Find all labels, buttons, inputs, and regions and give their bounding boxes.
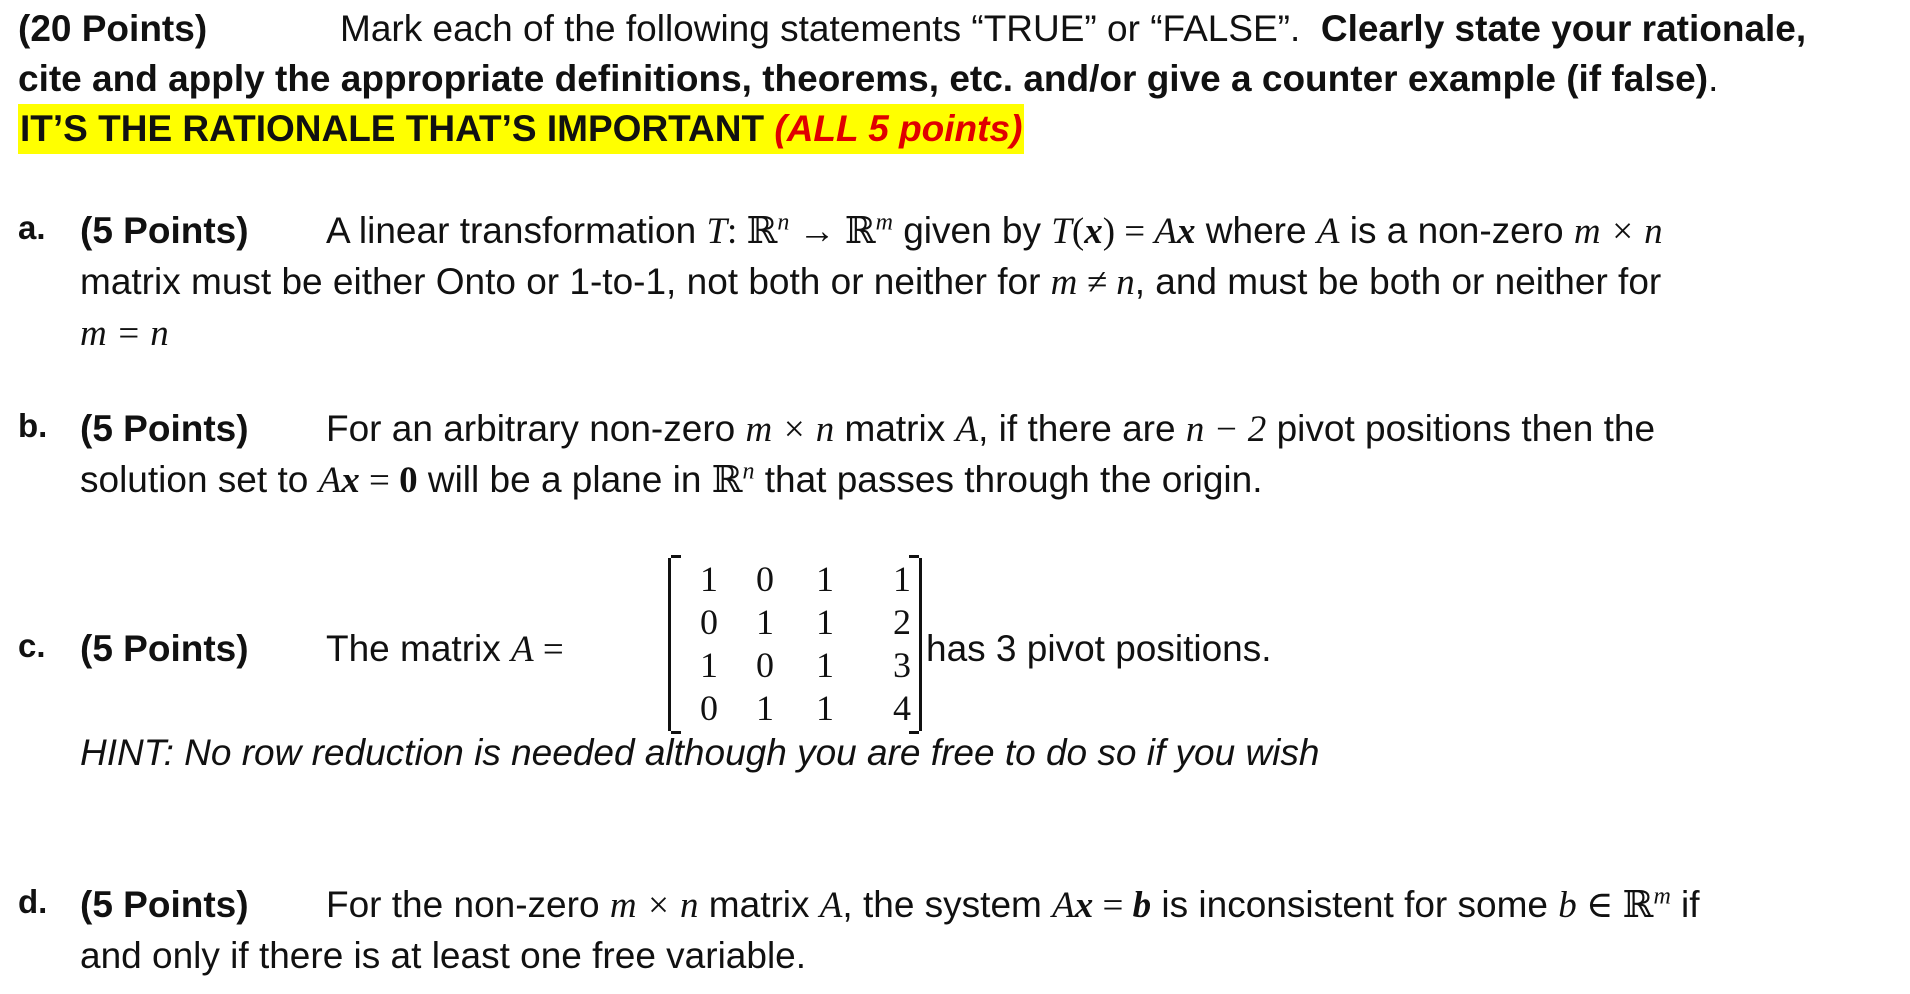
matrix-cell: 1 [893, 559, 911, 599]
matrix-cell: 1 [816, 645, 834, 685]
matrix-cell: 1 [756, 688, 774, 728]
question-letter: a. [18, 209, 46, 246]
question-points: (5 Points) [80, 884, 249, 925]
matrix-a [668, 558, 922, 731]
matrix-cell: 0 [700, 602, 718, 642]
header-rationale-2: cite and apply the appropriate definitions, theorems, etc. and/or give a counter example (if false) [18, 57, 1709, 99]
header: (20 Points) Mark each of the following statements “TRUE” or “FALSE”. Clearly state your rationale, cite and apply the appropriate definitions, theorems, etc. and/or give a counter example (if false). IT’S THE RATIONALE THAT’S IMPORTANT (ALL 5 points) [18, 4, 1806, 154]
question-d: d. (5 Points) For the non-zero m × n matrix A, the system Ax = b is inconsistent for some b ∈ ℝ$^m$ if and only if there is at least one free variable. [18, 880, 1878, 981]
matrix-cell: 2 [893, 602, 911, 642]
matrix-cell: 1 [700, 645, 718, 685]
question-c: c. (5 Points) The matrix A = 1 0 1 1 0 1 1 2 1 0 1 3 0 1 1 4 has 3 pivot positions. HINT: No row reduction is needed although you are free to do so if you wish [18, 558, 1878, 788]
question-points: (5 Points) [80, 628, 249, 669]
matrix-cell: 3 [893, 645, 911, 685]
hint-text: HINT: No row reduction is needed although you are free to do so if you wish [80, 732, 1320, 773]
matrix-cell: 4 [893, 688, 911, 728]
matrix-cell: 0 [700, 688, 718, 728]
question-letter: c. [18, 627, 46, 664]
important-banner: IT’S THE RATIONALE THAT’S IMPORTANT (ALL 5 points) [18, 104, 1024, 154]
header-points: (20 Points) [18, 8, 208, 49]
matrix-cell: 1 [816, 688, 834, 728]
question-b: b. (5 Points) For an arbitrary non-zero m × n matrix A, if there are n − 2 pivot positions then the solution set to Ax = 0 will be a plane in ℝ$^n$ that passes through the origin. [18, 404, 1878, 506]
question-a: a. (5 Points) A linear transformation T: ℝ$^n$ → ℝ$^m$ given by T(x) = Ax where A is a non-zero m × n matrix must be either Onto or 1-to-1, not both or neither for m ≠ n, and must be both or neither for m = n [18, 206, 1878, 359]
question-points: (5 Points) [80, 408, 249, 449]
question-letter: d. [18, 883, 48, 920]
matrix-cell: 0 [756, 559, 774, 599]
header-rationale-1: Clearly state your rationale, [1320, 8, 1807, 49]
matrix-cell: 1 [816, 602, 834, 642]
header-instruction: Mark each of the following statements “TRUE” or “FALSE”. [340, 8, 1301, 49]
matrix-cell: 0 [756, 645, 774, 685]
matrix-cell: 1 [700, 559, 718, 599]
matrix-cell: 1 [816, 559, 834, 599]
pivot-statement: has 3 pivot positions. [926, 628, 1272, 669]
matrix-grid [683, 558, 911, 731]
question-points: (5 Points) [80, 210, 249, 251]
all-points-label: ALL 5 points [786, 107, 1011, 149]
question-letter: b. [18, 407, 48, 444]
matrix-cell: 1 [756, 602, 774, 642]
